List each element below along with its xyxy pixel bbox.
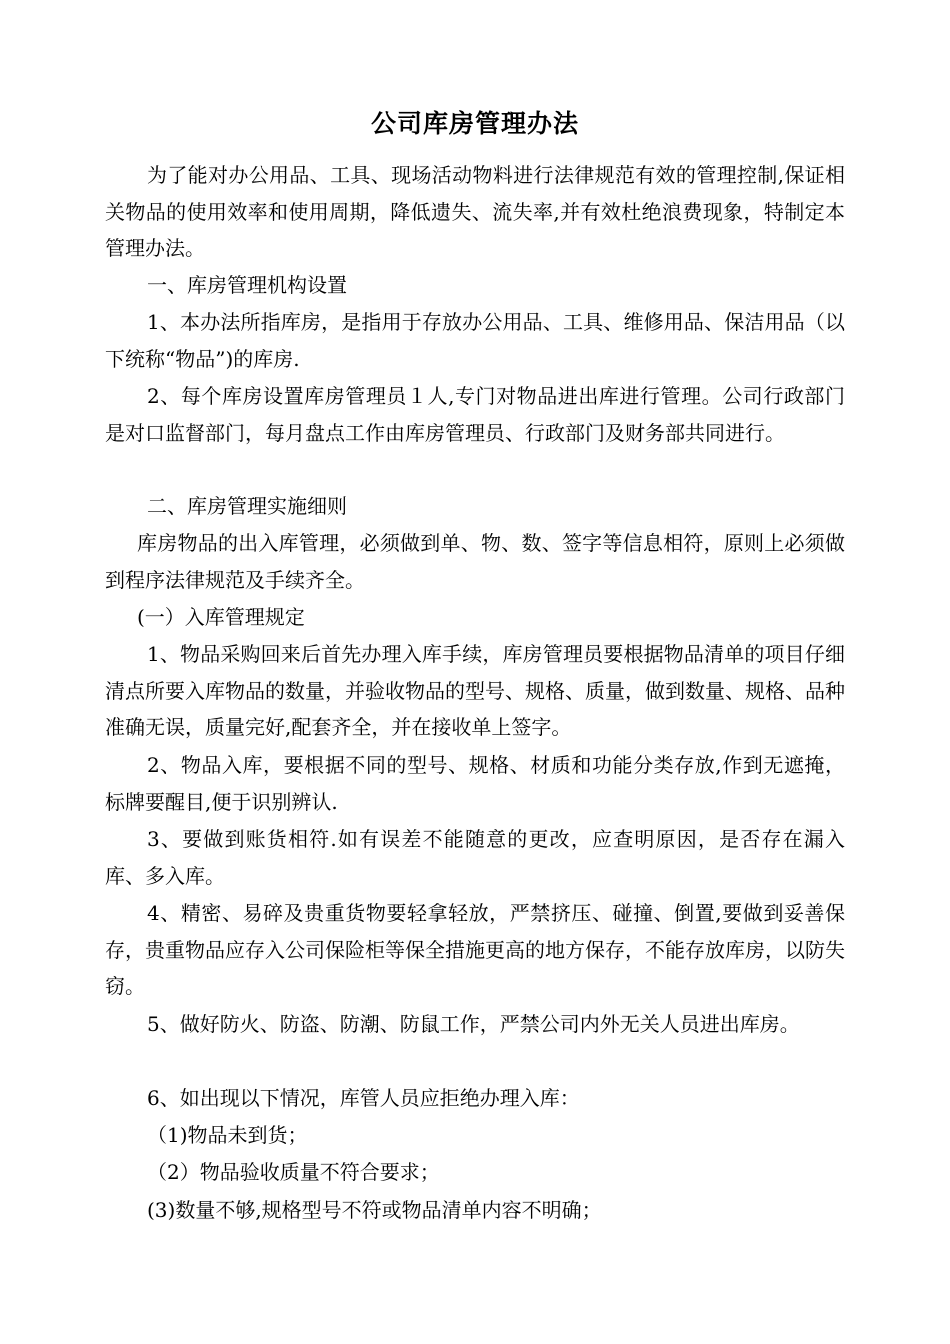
section-heading-1: 一、库房管理机构设置 [147, 273, 347, 297]
paragraph-1-2: 2、每个库房设置库房管理员１人,专门对物品进出库进行管理。公司行政部门是对口监督部门，每月盘点工作由库房管理员、行政部门及财务部共同进行。 [105, 384, 845, 445]
reject-condition-2: （2）物品验收质量不符合要求； [147, 1160, 440, 1184]
document-title: 公司库房管理办法 [370, 109, 579, 138]
rule-item-6: 6、如出现以下情况，库管人员应拒绝办理入库： [147, 1086, 580, 1110]
reject-condition-1: （1)物品未到货； [147, 1123, 308, 1147]
rule-item-4: 4、精密、易碎及贵重货物要轻拿轻放，严禁挤压、碰撞、倒置,要做到妥善保存，贵重物品应存入公司保险柜等保全措施更高的地方保存，不能存放库房，以防失窃。 [105, 901, 845, 998]
section-heading-2: 二、库房管理实施细则 [147, 494, 347, 518]
rule-item-5: 5、做好防火、防盗、防潮、防鼠工作，严禁公司内外无关人员进出库房。 [147, 1012, 800, 1036]
rule-item-2: 2、物品入库，要根据不同的型号、规格、材质和功能分类存放,作到无遮掩，标牌要醒目,便于识别辨认. [105, 753, 845, 814]
paragraph-1-1: 1、本办法所指库房，是指用于存放办公用品、工具、维修用品、保洁用品（以下统称“物品”)的库房. [105, 310, 845, 371]
rule-item-1: 1、物品采购回来后首先办理入库手续，库房管理员要根据物品清单的项目仔细清点所要入库物品的数量，并验收物品的型号、规格、质量，做到数量、规格、品种准确无误，质量完好,配套齐全，并在接收单上签字。 [105, 642, 845, 739]
reject-condition-3: (3)数量不够,规格型号不符或物品清单内容不明确； [147, 1198, 602, 1222]
intro-paragraph: 为了能对办公用品、工具、现场活动物料进行法律规范有效的管理控制,保证相关物品的使用效率和使用周期，降低遗失、流失率,并有效杜绝浪费现象，特制定本管理办法。 [105, 163, 845, 260]
rule-item-3: 3、要做到账货相符.如有误差不能随意的更改，应查明原因，是否存在漏入库、多入库。 [105, 827, 845, 888]
subsection-heading-1: (一）入库管理规定 [137, 605, 305, 629]
paragraph-2-intro: 库房物品的出入库管理，必须做到单、物、数、签字等信息相符，原则上必须做到程序法律规范及手续齐全。 [105, 531, 845, 592]
